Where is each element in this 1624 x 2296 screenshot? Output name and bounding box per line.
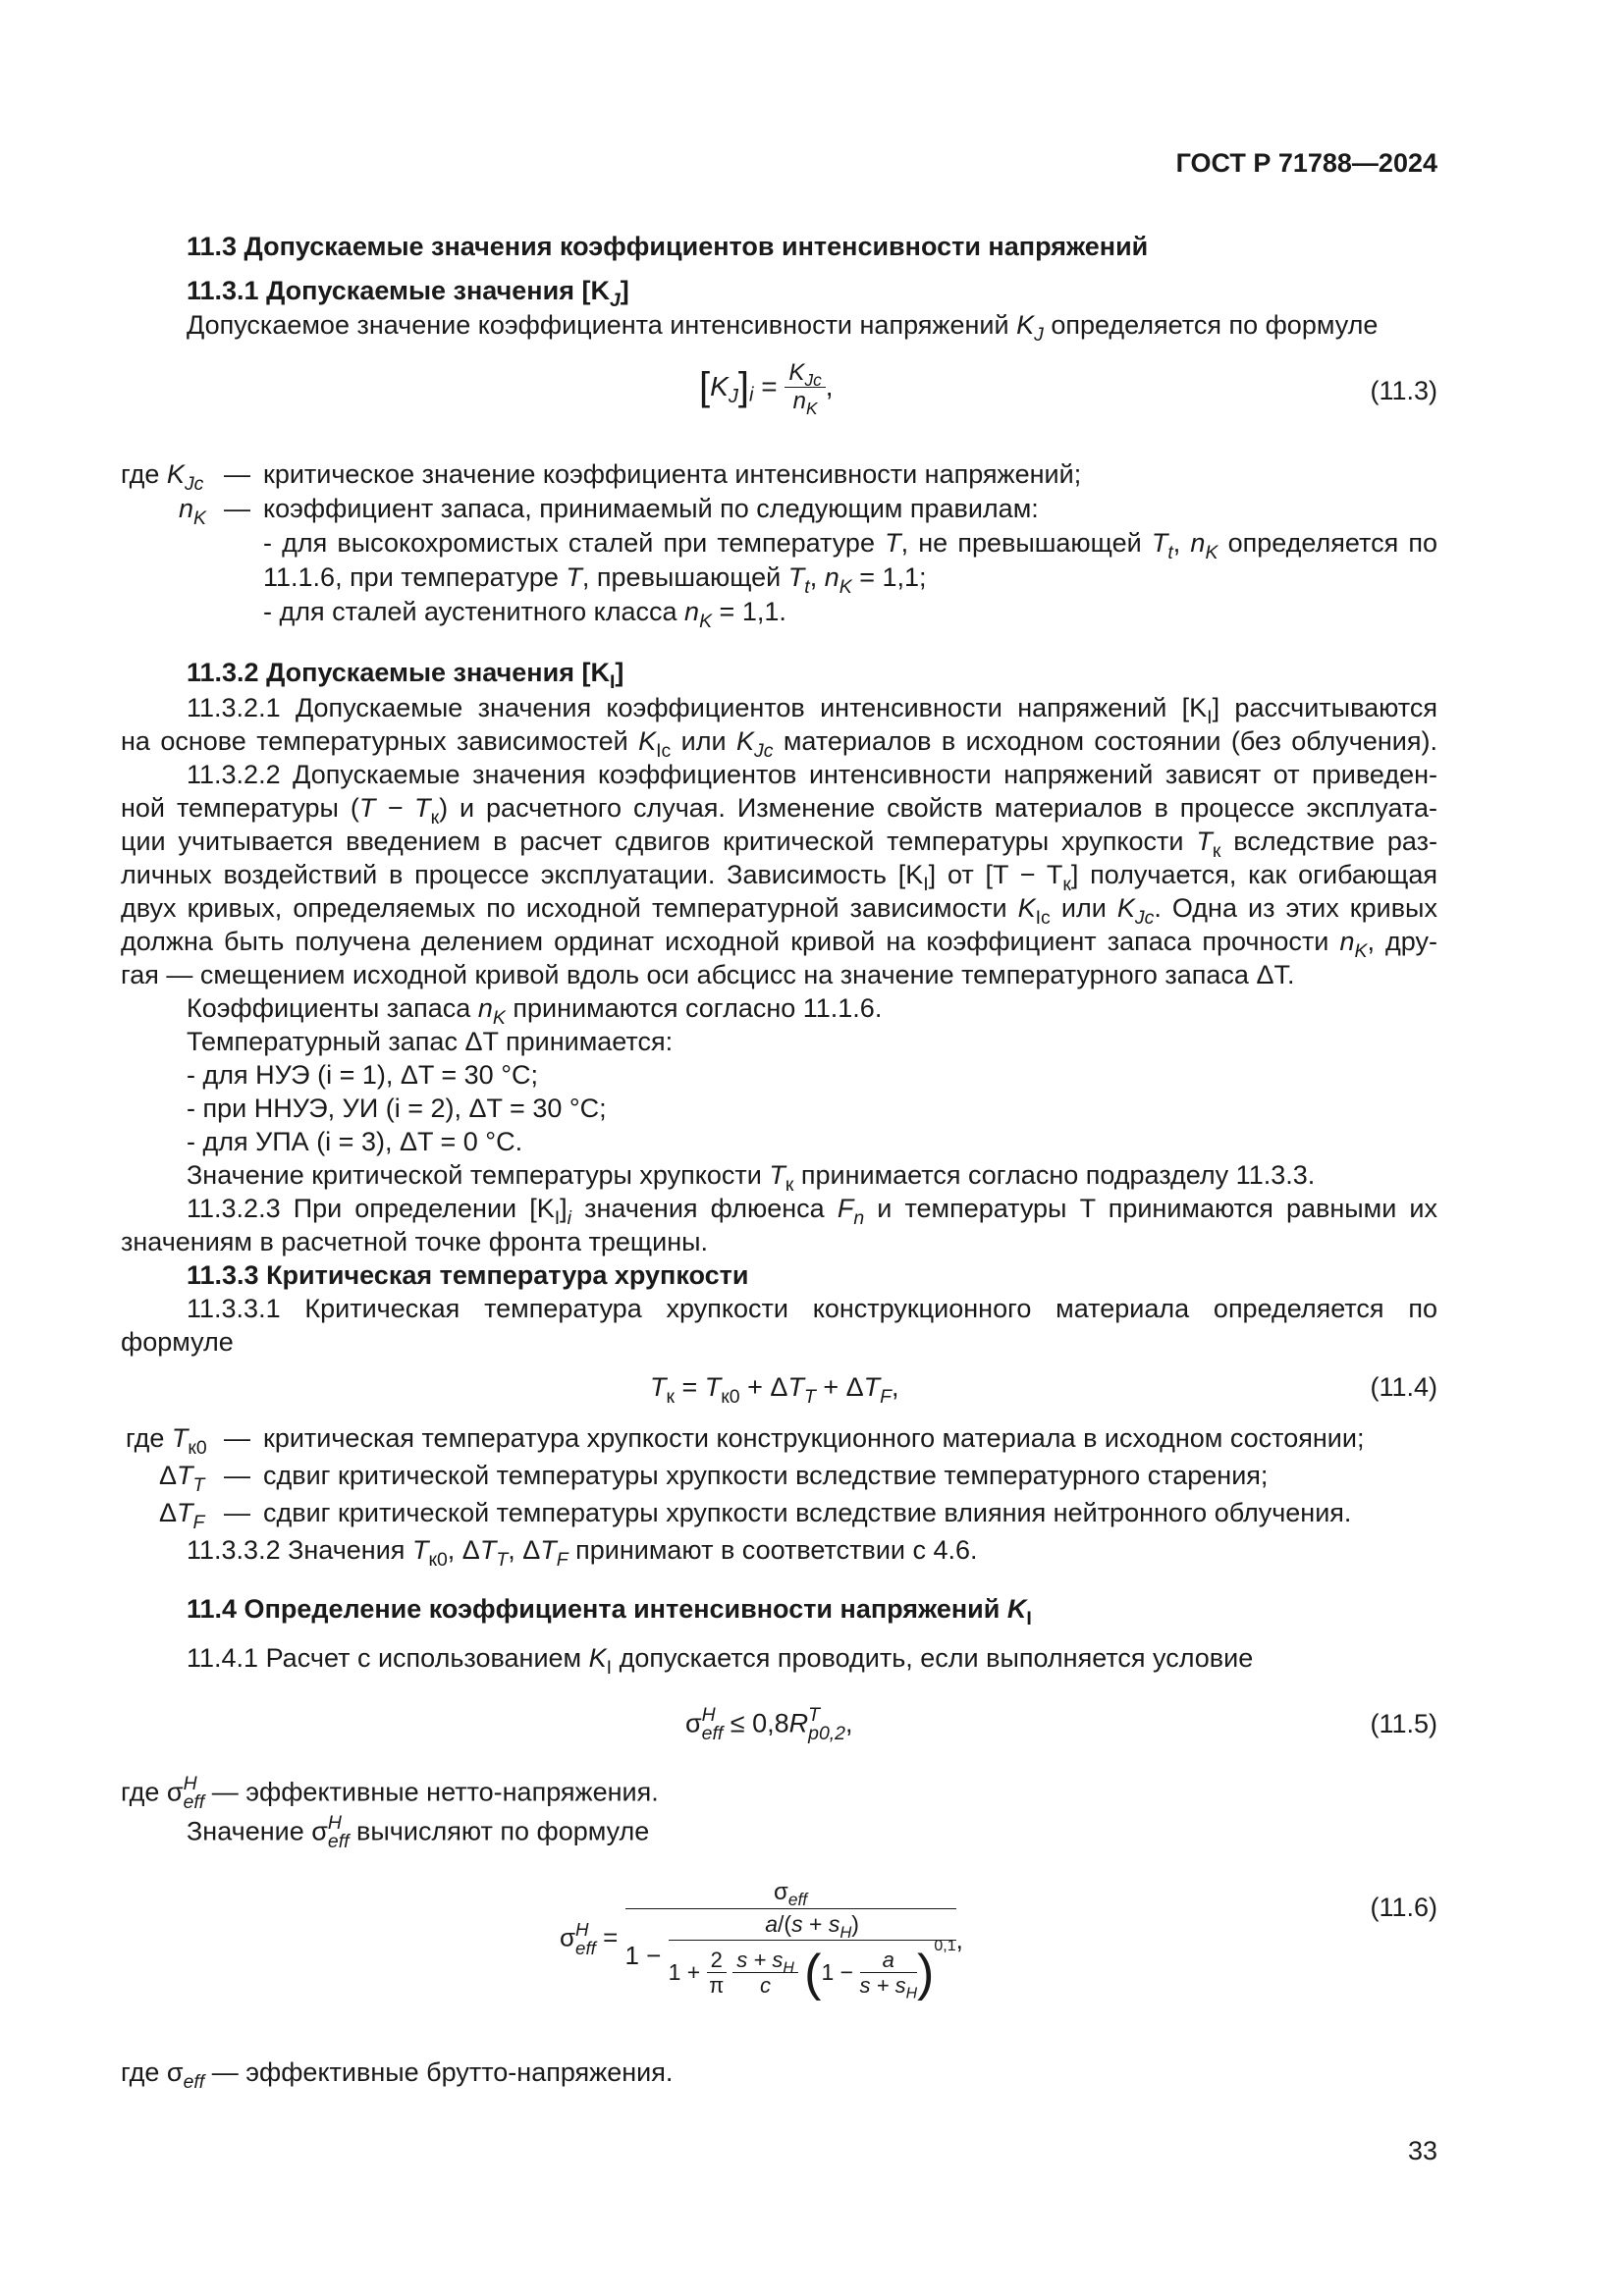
equation-number: (11.4) bbox=[1370, 1372, 1437, 1402]
paragraph-line: Значение σ H eff вычисляют по формуле bbox=[187, 1812, 650, 1853]
equation-number: (11.3) bbox=[1370, 376, 1437, 405]
formula-11-6: σ H eff = $\sigma_{eff}$ 1 − $a/(s + s_H)$ 1 + $\frac{2}{\pi}$ $\frac{s + s_H}{c}$ (1 − $\frac{a}{s + s_H}$ )$^{0,1}$ , bbox=[560, 1879, 963, 2002]
def-dash: — bbox=[224, 459, 250, 489]
paragraph-line: формуле bbox=[121, 1327, 234, 1357]
formula-11-4: $T_к = T_{к0} + \Delta T_T + \Delta T_F$, bbox=[650, 1372, 899, 1408]
def-dash: — bbox=[224, 1461, 250, 1490]
paragraph-line: личных воздействий в процессе эксплуатации. Зависимость $[K_I]$ от $[T - T_к]$ получается, как огибающая bbox=[121, 860, 1438, 895]
paragraph-line: двух кривых, определяемых по исходной температурной зависимости $K_{Ic}$ или $K_{Jc}$. Одна из этих кривых bbox=[121, 893, 1437, 929]
def-dash: — bbox=[224, 1423, 250, 1453]
symbol: $n_K$ bbox=[179, 494, 206, 529]
paragraph-line: ной температуры $(T - T_к)$ и расчетного случая. Изменение свойств материалов в процессе эксплуата- bbox=[121, 793, 1437, 828]
paragraph-line: значениям в расчетной точке фронта трещины. bbox=[121, 1227, 709, 1256]
paragraph-line: 11.3.2.1 Допускаемые значения коэффициентов интенсивности напряжений $[K_I]$ рассчитываются bbox=[187, 693, 1437, 728]
paragraph-line: 11.4.1 Расчет с использованием $K_I$ допускается проводить, если выполняется условие bbox=[187, 1643, 1254, 1679]
definition-line: где $\sigma_{eff}$ — эффективные брутто-напряжения. bbox=[121, 2057, 674, 2093]
list-item: - для НУЭ (i = 1), ΔT = 30 °C; bbox=[187, 1060, 539, 1090]
where-label: где $T_{к0}$ bbox=[126, 1423, 207, 1459]
subsection-heading-11-3-3: 11.3.3 Критическая температура хрупкости bbox=[187, 1260, 749, 1290]
paragraph-line: на основе температурных зависимостей $K_{Ic}$ или $K_{Jc}$ материалов в исходном состоянии (без облучения). bbox=[121, 726, 1437, 762]
definition-text: сдвиг критической температуры хрупкости вследствие температурного старения; bbox=[263, 1461, 1269, 1490]
rule-line: - для сталей аустенитного класса $n_K = 1,1$. bbox=[263, 597, 786, 632]
definition-line: где σ H eff — эффективные нетто-напряжения. bbox=[121, 1773, 659, 1814]
rule-line: 11.1.6, при температуре T, превышающей $T_t$, $n_K = 1,1$; bbox=[263, 562, 927, 598]
paragraph: Допускаемое значение коэффициента интенсивности напряжений $K_J$ определяется по формуле bbox=[187, 310, 1379, 346]
definition-text: критическое значение коэффициента интенсивности напряжений; bbox=[263, 459, 1082, 489]
where-label: где $K_{Jc}$ bbox=[121, 459, 204, 495]
paragraph-line: 11.3.2.3 При определении $[K_I]_i$ значения флюенса $F_n$ и температуры T принимаются равными их bbox=[187, 1194, 1437, 1229]
paragraph-line: Коэффициенты запаса $n_K$ принимаются согласно 11.1.6. bbox=[187, 993, 883, 1029]
equation-number: (11.5) bbox=[1370, 1709, 1437, 1738]
paragraph-line: Значение критической температуры хрупкости $T_к$ принимается согласно подразделу 11.3.3. bbox=[187, 1160, 1316, 1196]
list-item: - при ННУЭ, УИ (i = 2), ΔT = 30 °C; bbox=[187, 1094, 607, 1123]
symbol: $\Delta T_F$ bbox=[159, 1498, 205, 1533]
paragraph-line: ции учитывается введением в расчет сдвигов критической температуры хрупкости $T_к$ вследствие раз- bbox=[121, 827, 1437, 862]
formula-11-3: $[K_J]_i$ = $\frac{K_{Jc}}{n_K}$ , bbox=[699, 359, 834, 418]
paragraph-line: гая — смещением исходной кривой вдоль оси абсцисс на значение температурного запаса ΔT. bbox=[121, 960, 1295, 989]
formula-11-5: σ H eff ≤ 0,8R T p0,2 , bbox=[685, 1704, 853, 1745]
subsection-heading-11-3-2: 11.3.2 Допускаемые значения $[K_I]$ bbox=[187, 658, 624, 693]
symbol: $\Delta T_T$ bbox=[159, 1461, 205, 1496]
subsection-heading-11-3-1: 11.3.1 Допускаемые значения $[K_J]$ bbox=[187, 276, 629, 311]
equation-number: (11.6) bbox=[1370, 1893, 1437, 1922]
section-heading-11-3: 11.3 Допускаемые значения коэффициентов интенсивности напряжений bbox=[187, 232, 1149, 261]
def-dash: — bbox=[224, 1498, 250, 1527]
page-number: 33 bbox=[1407, 2136, 1437, 2165]
list-item: - для УПА (i = 3), ΔT = 0 °C. bbox=[187, 1127, 523, 1156]
def-dash: — bbox=[224, 494, 250, 523]
paragraph-line: должна быть получена делением ординат исходной кривой на коэффициент запаса прочности $n_K$, дру- bbox=[121, 927, 1437, 962]
paragraph-line: Температурный запас ΔT принимается: bbox=[187, 1027, 674, 1056]
rule-line: - для высокохромистых сталей при температуре T, не превышающей $T_t$, $n_K$ определяется по bbox=[263, 528, 1437, 563]
definition-text: сдвиг критической температуры хрупкости вследствие влияния нейтронного облучения. bbox=[263, 1498, 1352, 1527]
section-heading-11-4: 11.4 Определение коэффициента интенсивности напряжений $K_I$ bbox=[187, 1594, 1032, 1629]
definition-text: критическая температура хрупкости конструкционного материала в исходном состоянии; bbox=[263, 1423, 1365, 1453]
paragraph-line: 11.3.3.2 Значения $T_{к0}$, $\Delta T_T$, $\Delta T_F$ принимают в соответствии с 4.6. bbox=[187, 1535, 978, 1571]
paragraph-line: 11.3.2.2 Допускаемые значения коэффициентов интенсивности напряжений зависят от приведен- bbox=[187, 760, 1437, 789]
definition-text: коэффициент запаса, принимаемый по следующим правилам: bbox=[263, 494, 1039, 523]
paragraph-line: 11.3.3.1 Критическая температура хрупкости конструкционного материала определяется по bbox=[187, 1294, 1437, 1323]
document-id: ГОСТ Р 71788—2024 bbox=[1175, 148, 1437, 178]
